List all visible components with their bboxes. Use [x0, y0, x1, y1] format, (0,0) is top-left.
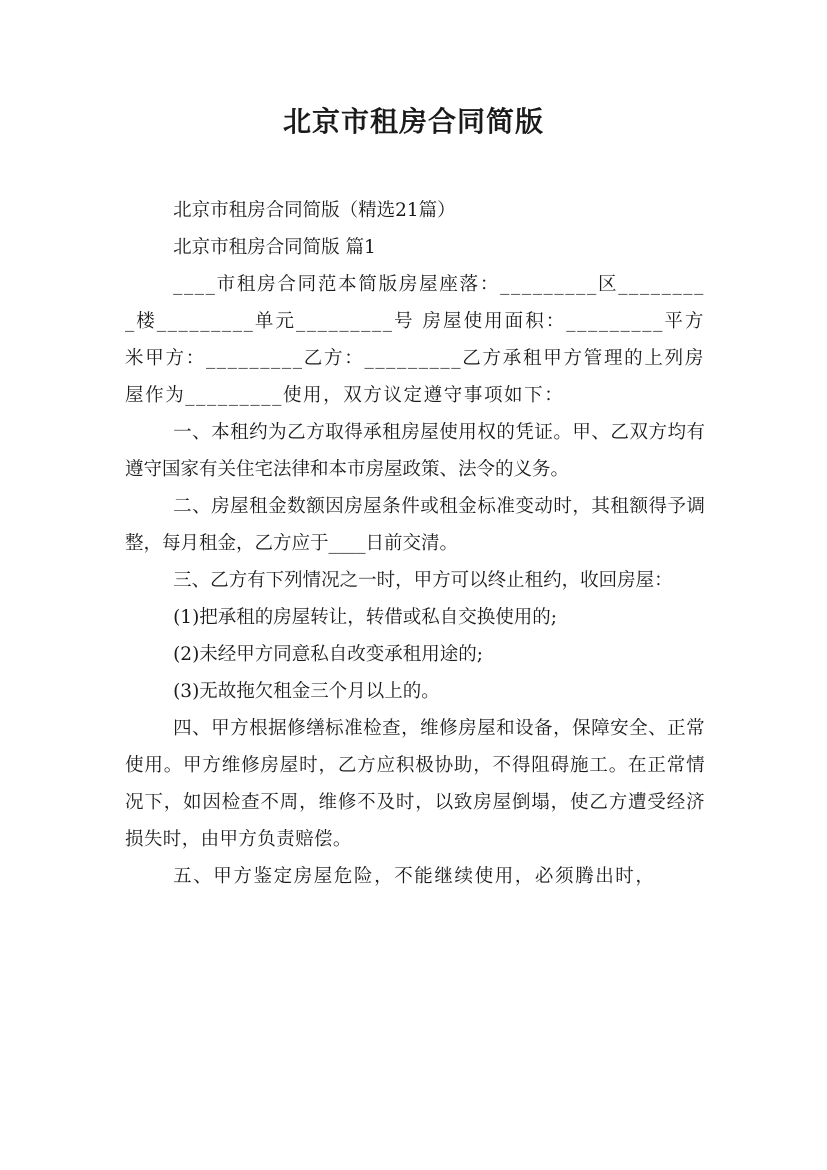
contract-intro-paragraph: ____市租房合同范本简版房屋座落：_________区_________楼_________单元_________号 房屋使用面积：_________平方米甲方：_________乙方：_________乙方承租甲方管理的上列房屋作为_________使用，双方议定遵守事项如下：: [125, 274, 705, 406]
clause-three-item-1: (1)把承租的房屋转让，转借或私自交换使用的;: [173, 607, 558, 628]
clause-three-paragraph: 三、乙方有下列情况之一时，甲方可以终止租约，收回房屋：: [173, 570, 673, 591]
clause-two-paragraph: 二、房屋租金数额因房屋条件或租金标准变动时，其租额得予调整，每月租金，乙方应于____日前交清。: [125, 496, 705, 554]
document-body: [125, 192, 705, 895]
clause-one-paragraph: 一、本租约为乙方取得承租房屋使用权的凭证。甲、乙双方均有遵守国家有关住宅法律和本市房屋政策、法令的义务。: [125, 422, 705, 480]
clause-four-paragraph: 四、甲方根据修缮标准检查，维修房屋和设备，保障安全、正常使用。甲方维修房屋时，乙方应积极协助，不得阻碍施工。在正常情况下，如因检查不周，维修不及时，以致房屋倒塌，使乙方遭受经济损失时，由甲方负责赔偿。: [125, 718, 705, 850]
document-title: 北京市租房合同简版: [282, 105, 544, 138]
clause-three-item-3: (3)无故拖欠租金三个月以上的。: [173, 681, 440, 702]
clause-five-paragraph: 五、甲方鉴定房屋危险，不能继续使用，必须腾出时，: [173, 866, 656, 887]
section-heading: 北京市租房合同简版 篇1: [173, 237, 376, 258]
subtitle-paragraph: 北京市租房合同简版（精选21篇）: [173, 200, 456, 221]
clause-three-item-2: (2)未经甲方同意私自改变承租用途的;: [173, 644, 484, 665]
